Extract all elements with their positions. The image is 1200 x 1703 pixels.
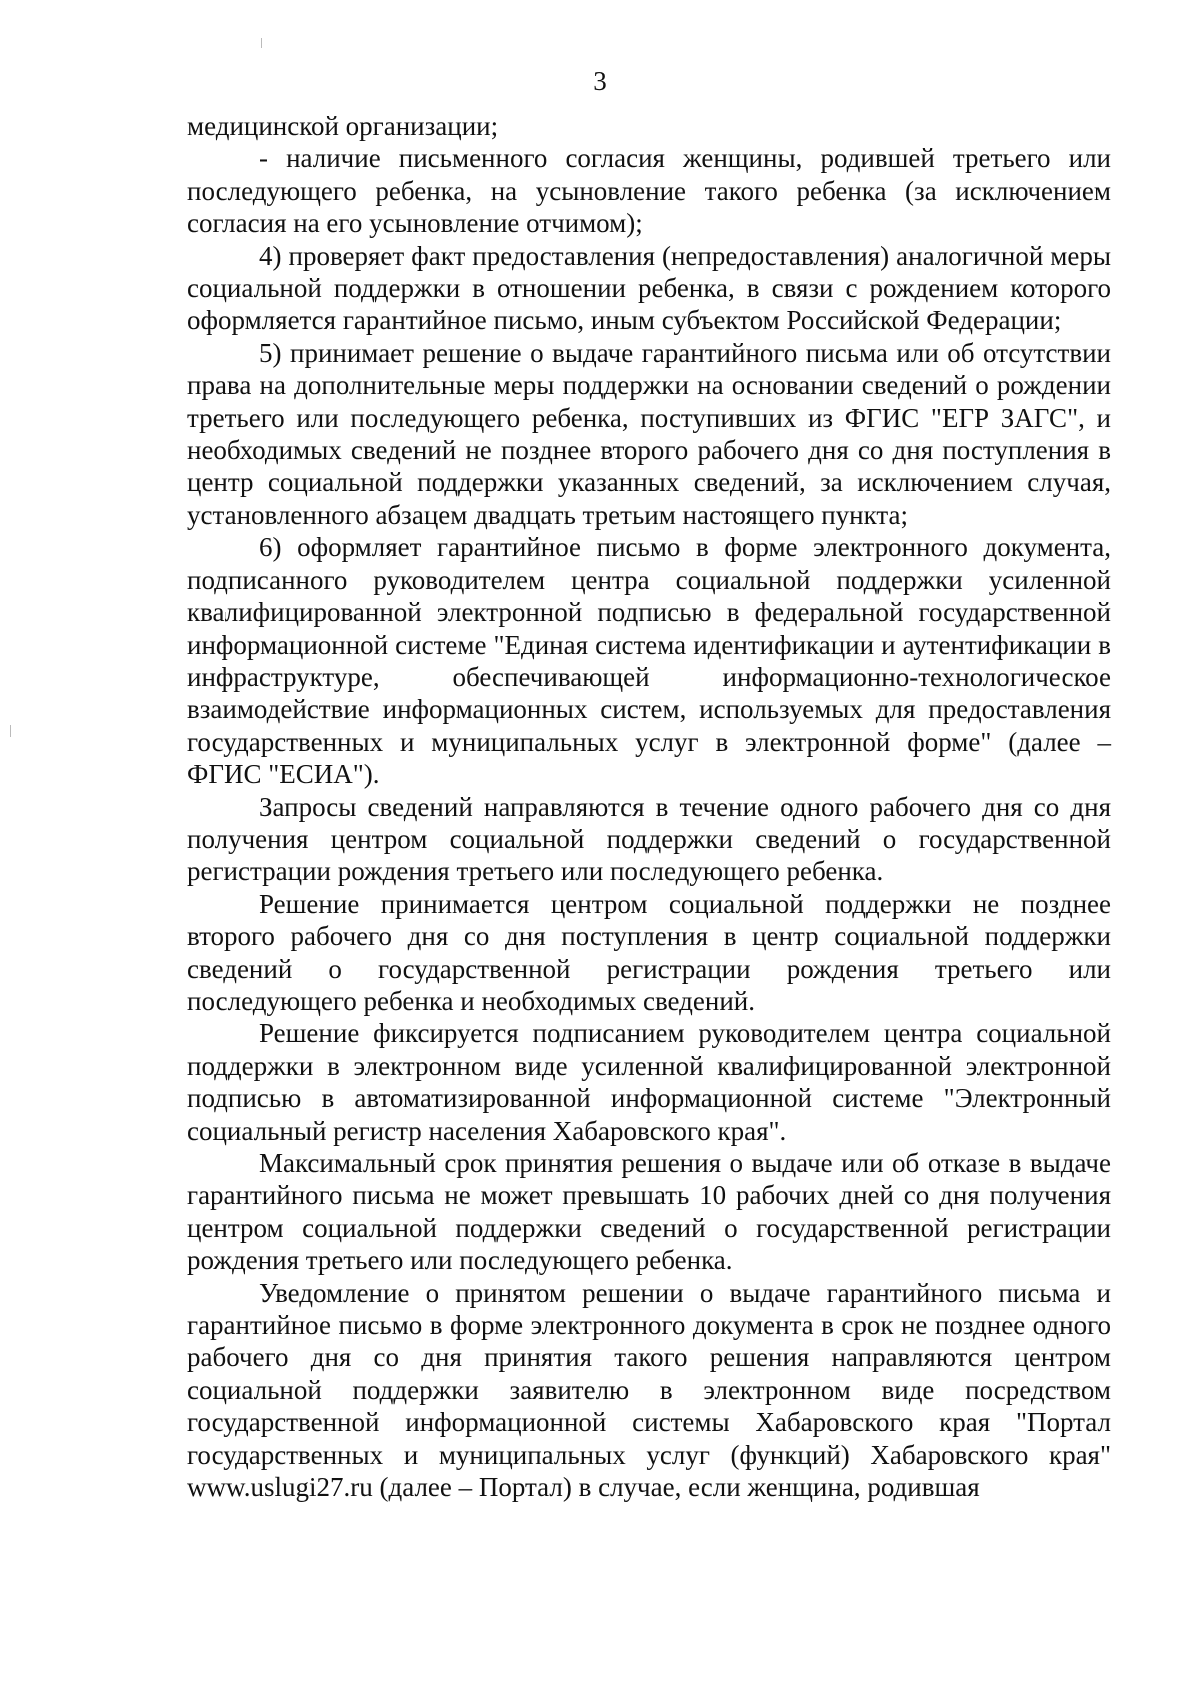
page-number: 3 bbox=[593, 66, 607, 96]
paragraph: 4) проверяет факт предоставления (непредоставления) аналогичной меры социальной поддержки в отношении ребенка, в связи с рождением которого оформляется гарантийное письмо, иным субъектом Российской Федерации; bbox=[187, 240, 1111, 336]
scan-speck bbox=[10, 725, 11, 737]
document-body bbox=[187, 110, 1111, 1503]
paragraph: Максимальный срок принятия решения о выдаче или об отказе в выдаче гарантийного письма не может превышать 10 рабочих дней со дня получения центром социальной поддержки сведений о государственной регистрации рождения третьего или последующего ребенка. bbox=[187, 1148, 1111, 1276]
paragraph: - наличие письменного согласия женщины, родившей третьего или последующего ребенка, на усыновление такого ребенка (за исключением согласия на его усыновление отчимом); bbox=[187, 143, 1111, 239]
paragraph: 6) оформляет гарантийное письмо в форме электронного документа, подписанного руководителем центра социальной поддержки усиленной квалифицированной электронной подписью в федеральной государственной информационной системе "Единая система идентификации и аутентификации в инфраструктуре, обеспечивающей информационно-технологическое взаимодействие информационных систем, используемых для предоставления государственных и муниципальных услуг в электронной форме" (далее – ФГИС "ЕСИА"). bbox=[187, 532, 1111, 790]
paragraph: Решение принимается центром социальной поддержки не позднее второго рабочего дня со дня поступления в центр социальной поддержки сведений о государственной регистрации рождения третьего или последующего ребенка и необходимых сведений. bbox=[187, 888, 1111, 1016]
paragraph: Решение фиксируется подписанием руководителем центра социальной поддержки в электронном виде усиленной квалифицированной электронной подписью в автоматизированной информационной системе "Электронный социальный регистр населения Хабаровского края". bbox=[187, 1018, 1111, 1146]
paragraph: Запросы сведений направляются в течение одного рабочего дня со дня получения центром социальной поддержки сведений о государственной регистрации рождения третьего или последующего ребенка. bbox=[187, 791, 1111, 887]
paragraph: Уведомление о принятом решении о выдаче гарантийного письма и гарантийное письмо в форме электронного документа в срок не позднее одного рабочего дня со дня принятия такого решения направляются центром социальной поддержки заявителю в электронном виде посредством государственной информационной системы Хабаровского края "Портал государственных и муниципальных услуг (функций) Хабаровского края" www.uslugi27.ru (далее – Портал) в случае, если женщина, родившая bbox=[187, 1277, 1111, 1503]
paragraph: 5) принимает решение о выдаче гарантийного письма или об отсутствии права на дополнительные меры поддержки на основании сведений о рождении третьего или последующего ребенка, поступивших из ФГИС "ЕГР ЗАГС", и необходимых сведений не позднее второго рабочего дня со дня поступления в центр социальной поддержки указанных сведений, за исключением случая, установленного абзацем двадцать третьим настоящего пункта; bbox=[187, 337, 1111, 530]
scan-speck bbox=[261, 38, 262, 48]
paragraph: медицинской организации; bbox=[187, 111, 499, 141]
